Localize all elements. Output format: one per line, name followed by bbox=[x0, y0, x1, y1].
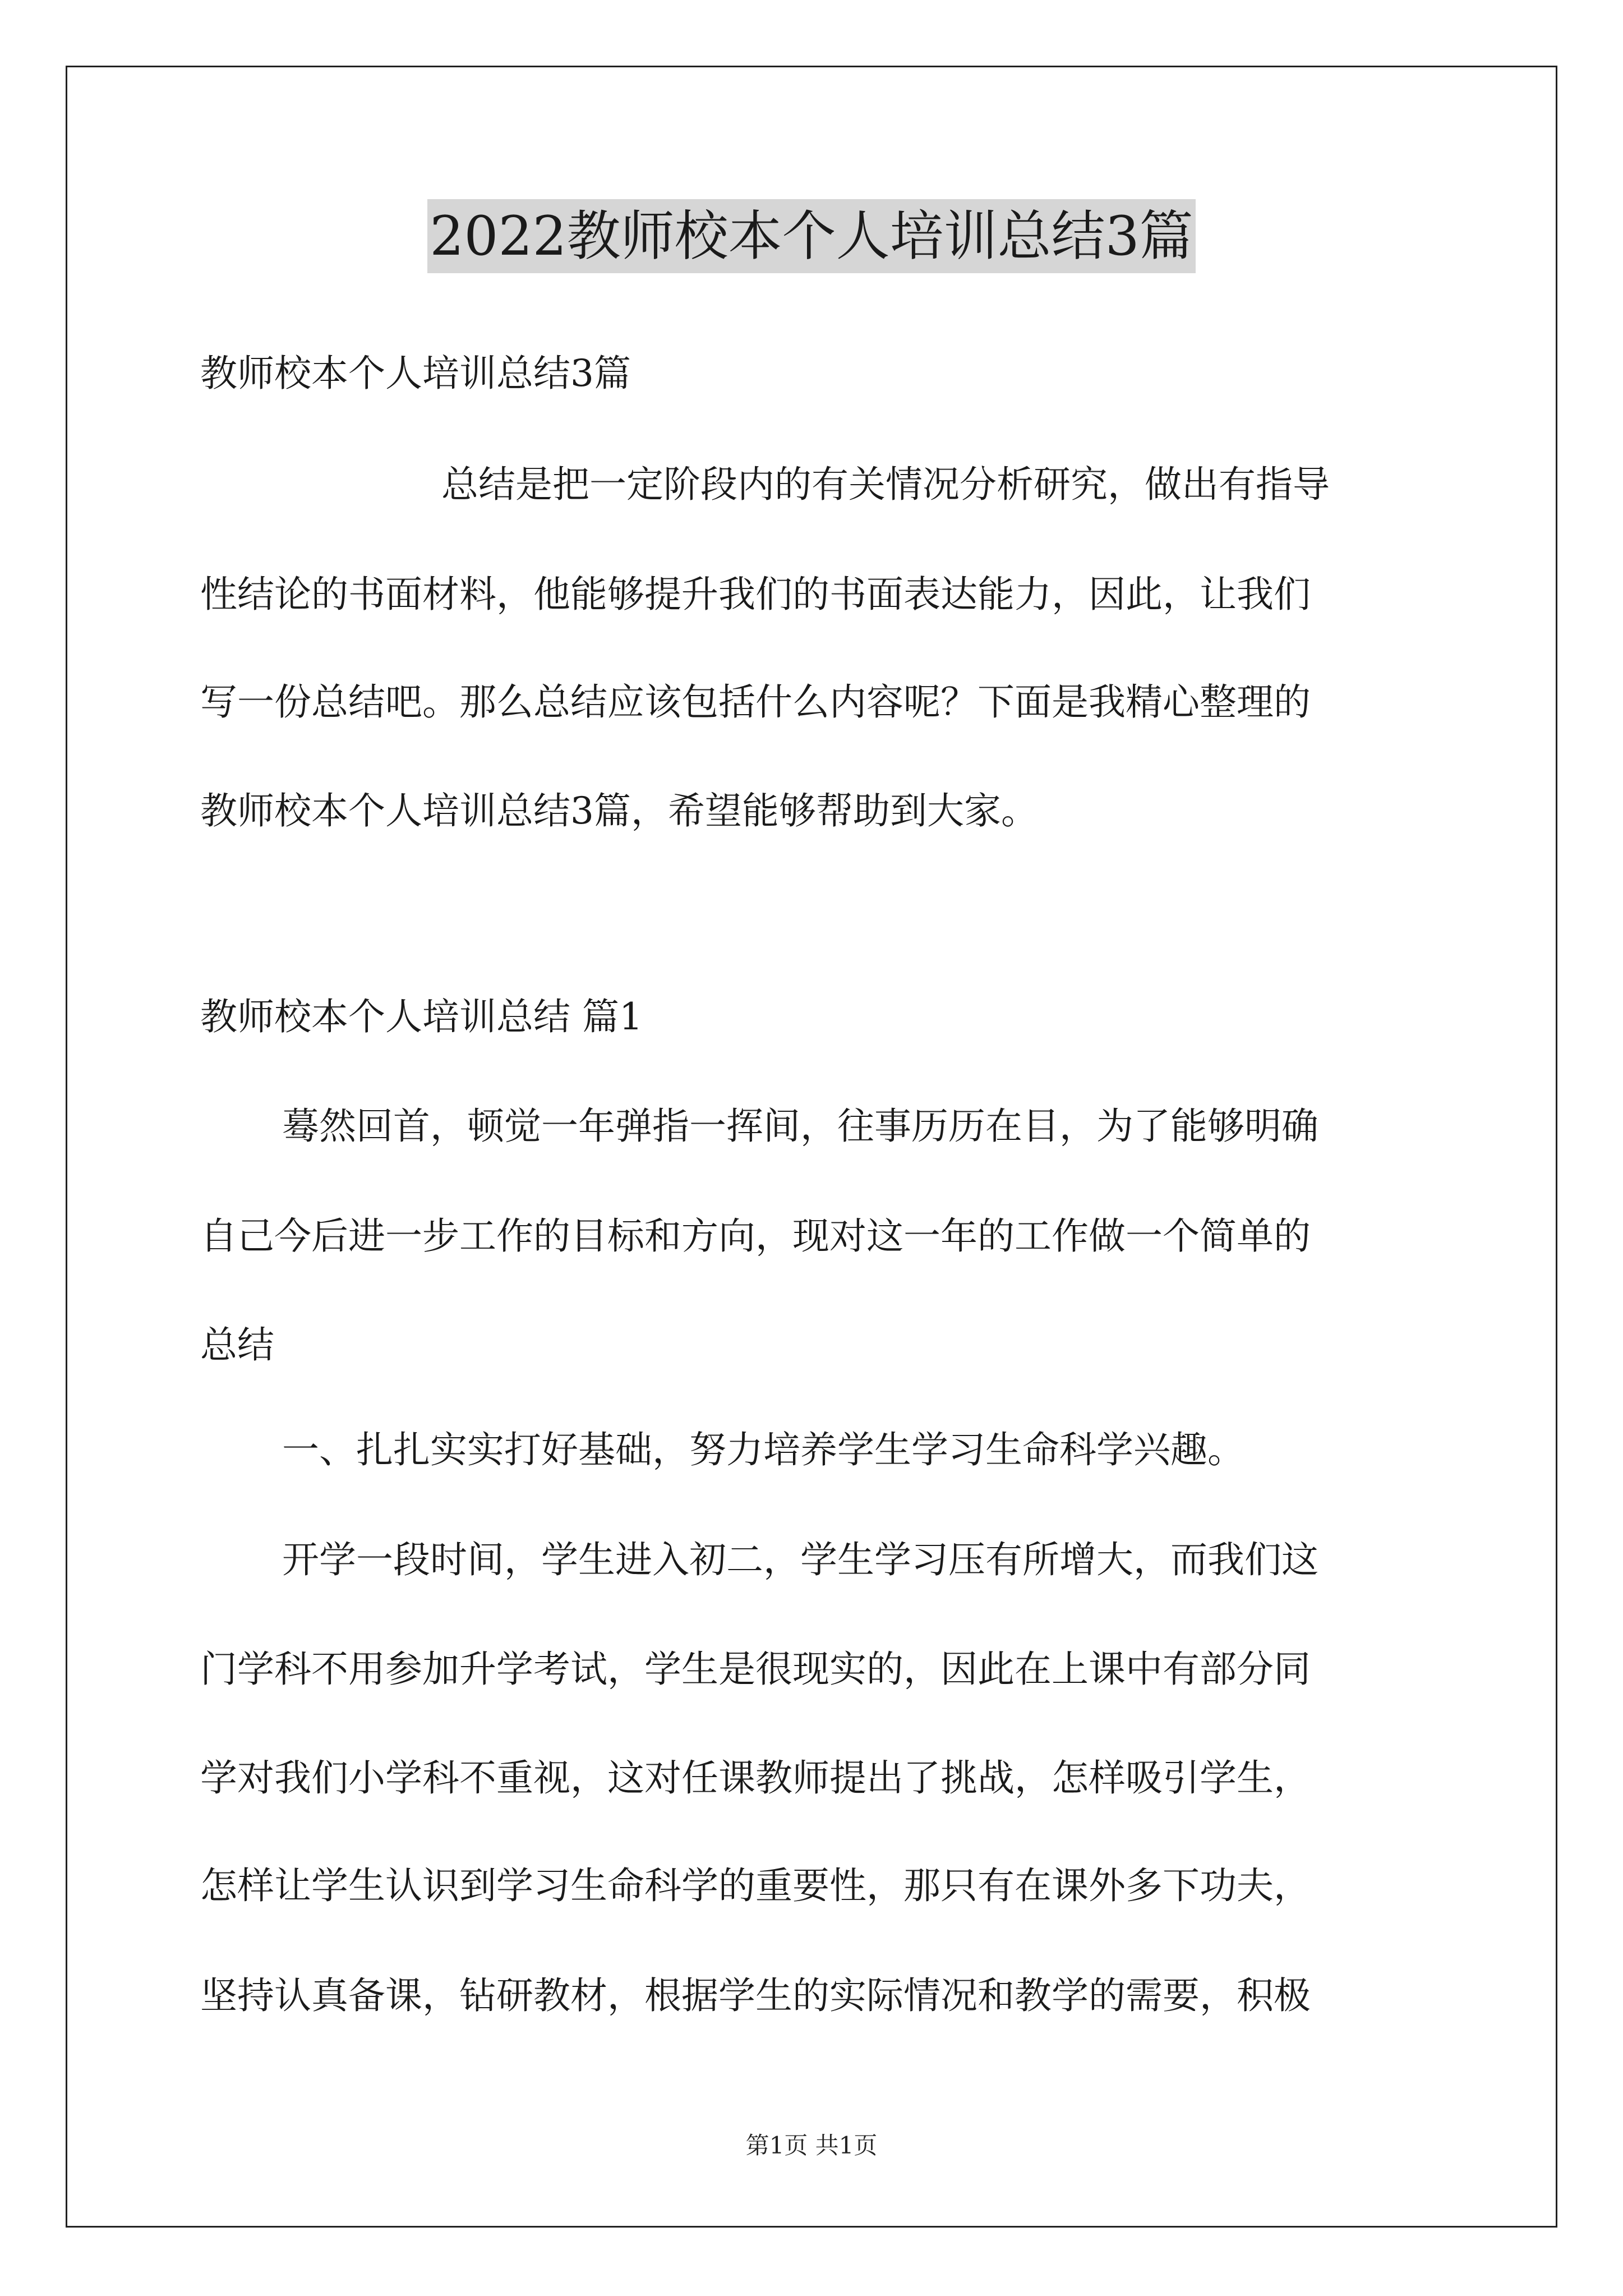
para1-line-2: 自己今后进一步工作的目标和方向，现对这一年的工作做一个简单的 bbox=[200, 1214, 1311, 1258]
page-footer: 第1页 共1页 bbox=[745, 2132, 878, 2159]
intro-line-3: 写一份总结吧。那么总结应该包括什么内容呢？下面是我精心整理的 bbox=[200, 680, 1311, 724]
para2-line-5: 坚持认真备课，钻研教材，根据学生的实际情况和教学的需要，积极 bbox=[200, 1974, 1311, 2017]
para2-line-4: 怎样让学生认识到学习生命科学的重要性，那只有在课外多下功夫， bbox=[200, 1864, 1311, 1907]
point-1: 一、扎扎实实打好基础，努力培养学生学习生命科学兴趣。 bbox=[282, 1428, 1244, 1471]
intro-line-1: 总结是把一定阶段内的有关情况分析研究，做出有指导 bbox=[441, 463, 1330, 506]
para2-line-3: 学对我们小学科不重视，这对任课教师提出了挑战，怎样吸引学生， bbox=[200, 1756, 1311, 1800]
para1-line-1: 蓦然回首，顿觉一年弹指一挥间，往事历历在目，为了能够明确 bbox=[282, 1105, 1318, 1148]
document-subtitle: 教师校本个人培训总结3篇 bbox=[200, 352, 631, 395]
title-container bbox=[0, 199, 1623, 273]
document-title: 2022教师校本个人培训总结3篇 bbox=[427, 199, 1195, 273]
intro-line-4: 教师校本个人培训总结3篇，希望能够帮助到大家。 bbox=[200, 789, 1038, 832]
para1-line-3: 总结 bbox=[200, 1323, 274, 1366]
intro-line-2: 性结论的书面材料，他能够提升我们的书面表达能力，因此，让我们 bbox=[200, 573, 1311, 616]
para2-line-1: 开学一段时间，学生进入初二，学生学习压有所增大，而我们这 bbox=[282, 1538, 1318, 1581]
para2-line-2: 门学科不用参加升学考试，学生是很现实的，因此在上课中有部分同 bbox=[200, 1648, 1311, 1691]
section-heading: 教师校本个人培训总结 篇1 bbox=[200, 995, 643, 1038]
